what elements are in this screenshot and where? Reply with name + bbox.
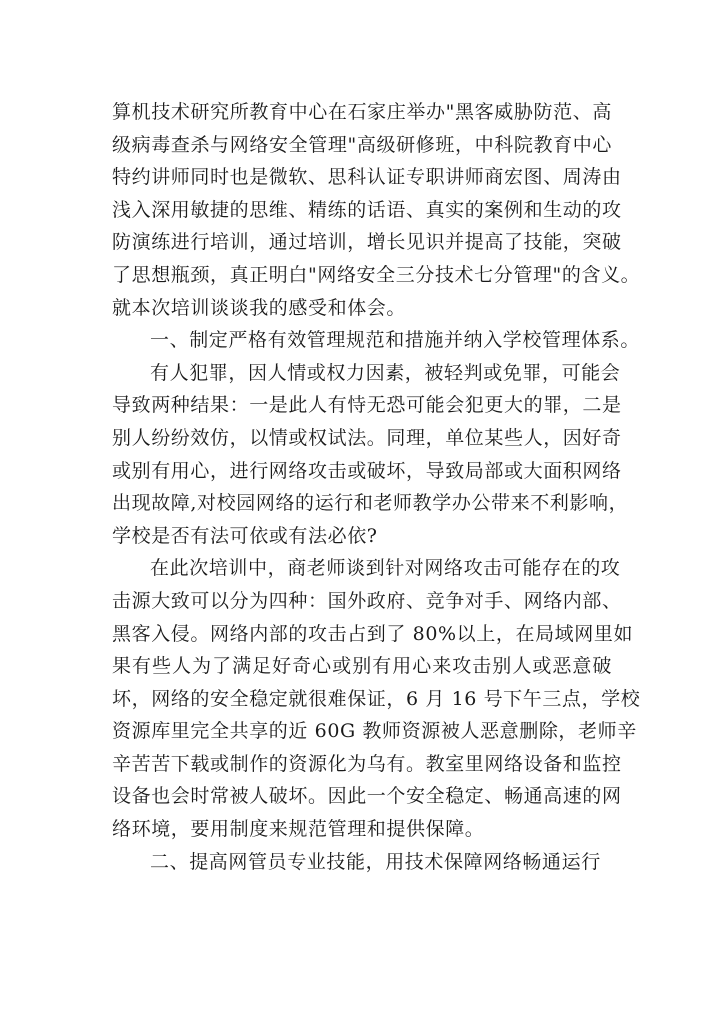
text-line: 学校是否有法可依或有法必依? (112, 524, 378, 547)
text-line: 级病毒查杀与网络安全管理"高级研修班，中科院教育中心 (112, 133, 612, 156)
text-line: 络环境，要用制度来规范管理和提供保障。 (112, 818, 485, 841)
text-line: 导致两种结果：一是此人有恃无恐可能会犯更大的罪，二是 (112, 394, 622, 417)
text-line: 辛苦苦下载或制作的资源化为乌有。教室里网络设备和监控 (112, 752, 622, 775)
heading-line: 二、提高网管员专业技能，用技术保障网络畅通运行 (150, 850, 601, 873)
text-line: 或别有用心，进行网络攻击或破坏，导致局部或大面积网络 (112, 459, 622, 482)
text-line: 算机技术研究所教育中心在石家庄举办"黑客威胁防范、高 (112, 101, 612, 123)
text-line: 别人纷纷效仿，以情或权试法。同理，单位某些人，因好奇 (112, 426, 622, 449)
intro-paragraph (112, 96, 641, 324)
document-page (112, 96, 641, 878)
text-line: 在此次培训中，商老师谈到针对网络攻击可能存在的攻 (150, 557, 621, 580)
text-line: 防演练进行培训，通过培训，增长见识并提高了技能，突破 (112, 231, 622, 254)
section-heading-2 (112, 846, 612, 879)
text-line: 黑客入侵。网络内部的攻击占到了 80%以上，在局域网里如 (112, 622, 634, 645)
text-line: 坏，网络的安全稳定就很难保证，6 月 16 号下午三点，学校 (112, 687, 641, 710)
text-line: 特约讲师同时也是微软、思科认证专职讲师商宏图、周涛由 (112, 166, 622, 189)
text-line: 了思想瓶颈，真正明白"网络安全三分技术七分管理"的含义。 (112, 263, 641, 286)
text-line: 果有些人为了满足好奇心或别有用心来攻击别人或恶意破 (112, 655, 612, 678)
text-line: 击源大致可以分为四种：国外政府、竞争对手、网络内部、 (112, 589, 622, 612)
text-line: 出现故障,对校园网络的运行和老师教学办公带来不利影响， (112, 492, 629, 515)
text-line: 浅入深用敏捷的思维、精练的话语、真实的案例和生动的攻 (112, 198, 622, 221)
body-paragraph-2 (112, 552, 641, 845)
heading-line: 一、制定严格有效管理规范和措施并纳入学校管理体系。 (150, 329, 641, 352)
text-line: 就本次培训谈谈我的感受和体会。 (112, 296, 407, 319)
section-heading-1 (112, 324, 641, 357)
text-line: 有人犯罪，因人情或权力因素，被轻判或免罪，可能会 (150, 361, 621, 384)
text-line: 设备也会时常被人破坏。因此一个安全稳定、畅通高速的网 (112, 785, 622, 808)
body-paragraph-1 (112, 357, 629, 553)
text-line: 资源库里完全共享的近 60G 教师资源被人恶意删除，老师辛 (112, 720, 637, 743)
